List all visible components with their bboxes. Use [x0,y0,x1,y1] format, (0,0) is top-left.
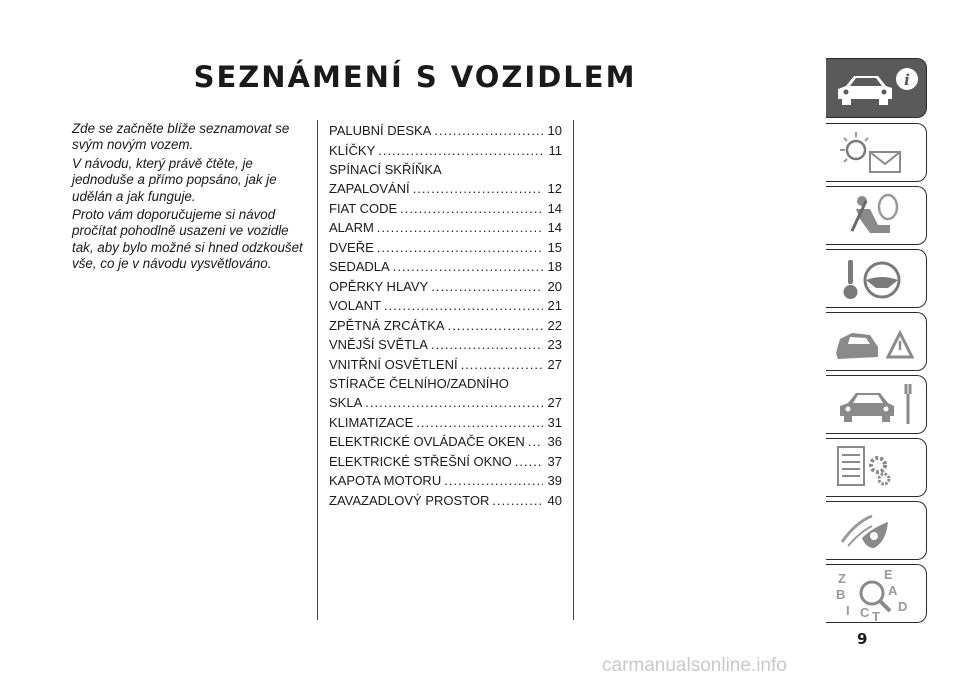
car-breakdown-warning-icon [826,313,926,370]
toc-page-number: 20 [547,278,562,294]
toc-entry[interactable] [329,160,562,198]
toc-entry-label: ZAVAZADLOVÝ PROSTOR [329,492,490,508]
car-info-icon [826,59,926,116]
tab-emergency[interactable] [826,312,927,371]
intro-paragraph: V návodu, který právě čtěte, je jednoduše a přímo popsáno, jak je udělán a jak funguje. [72,155,277,204]
toc-entry-label: PALUBNÍ DESKA [329,123,432,138]
toc-entry-label-line: SPÍNACÍ SKŘÍŇKA [329,162,442,177]
toc-entry[interactable] [329,257,562,276]
toc-entry-label: DVEŘE [329,239,374,255]
toc-entry[interactable] [329,199,562,218]
index-letter: D [898,599,908,614]
key-steering-wheel-icon [826,250,926,307]
intro-paragraph: Zde se začněte blíže seznamovat se svým novým vozem. [72,121,290,153]
toc-page-number: 18 [547,259,562,274]
toc-leader-dots [434,121,543,140]
toc-leader-dots [377,238,543,257]
index-letter: E [884,567,893,582]
tab-starting-driving[interactable] [826,249,927,308]
toc-leader-dots [377,218,543,237]
toc-leader-dots [416,413,543,432]
tab-index[interactable] [826,564,927,623]
toc-entry[interactable] [329,491,562,510]
intro-paragraph: Proto vám doporučujeme si návod pročítat pohodlně usazeni ve vozidle tak, aby bylo možné si hned odzkoušet vše, co je v návodu vysvětlováno. [72,207,303,272]
tab-servicing[interactable] [826,375,927,434]
toc-page-number: 10 [547,123,562,138]
toc-page-number: 23 [547,337,562,352]
toc-leader-dots [413,179,543,198]
toc-leader-dots [378,141,543,160]
toc-page-number: 40 [547,492,562,508]
toc-entry-label: ELEKTRICKÉ OVLÁDAČE OKEN [329,434,525,449]
chapter-tabs [826,58,928,627]
watermark: carmanualsonline.info [602,655,787,676]
toc-entry[interactable] [329,452,562,471]
toc-entry-label: ALARM [329,220,374,235]
toc-entry-label: ZAPALOVÁNÍ [329,181,410,196]
toc-entry[interactable] [329,374,562,412]
warning-lights-message-icon [826,124,926,181]
index-letter: C [860,605,870,620]
index-letter: T [872,609,880,622]
tab-safety[interactable] [826,186,927,245]
toc-entry-label: KLIMATIZACE [329,414,414,430]
toc-entry-label: FIAT CODE [329,200,398,216]
toc-entry[interactable] [329,432,562,451]
toc-page-number: 27 [547,356,562,372]
index-letter: Z [838,571,846,586]
toc-entry[interactable] [329,238,562,257]
toc-entry[interactable] [329,141,562,160]
toc-page-number: 11 [548,142,562,158]
toc-leader-dots [528,432,543,451]
tab-technical-data[interactable] [826,438,927,497]
toc-leader-dots [492,491,543,510]
toc-entry[interactable] [329,121,562,140]
toc-entry-label: ZPĚTNÁ ZRCÁTKA [329,317,445,333]
technical-data-gear-icon [826,439,926,496]
toc-entry[interactable] [329,471,562,490]
toc-leader-dots [400,199,543,218]
toc-entry-label-line: STÍRAČE ČELNÍHO/ZADNÍHO [329,376,509,391]
table-of-contents [329,121,562,510]
intro-text [72,121,304,275]
toc-entry[interactable] [329,413,562,432]
toc-entry[interactable] [329,218,562,237]
toc-leader-dots [448,316,543,335]
seat-airbag-safety-icon [826,187,926,244]
toc-entry-label: SEDADLA [329,259,390,274]
toc-page-number: 14 [547,220,562,235]
toc-leader-dots [444,471,543,490]
toc-entry-label: SKLA [329,395,363,410]
svg-text:i: i [904,71,910,89]
toc-page-number: 12 [547,181,562,196]
toc-page-number: 27 [547,395,562,410]
car-service-wrench-icon [826,376,926,433]
toc-leader-dots [431,277,543,296]
toc-entry[interactable] [329,335,562,354]
toc-page-number: 22 [547,317,562,333]
toc-entry-label: KAPOTA MOTORU [329,473,442,488]
toc-entry-label: VOLANT [329,298,382,313]
multimedia-music-icon [826,502,926,559]
toc-entry[interactable] [329,296,562,315]
tab-getting-to-know-car[interactable] [826,58,927,118]
toc-page-number: 14 [547,200,562,216]
toc-entry-label: VNĚJŠÍ SVĚTLA [329,337,428,352]
index-letter: B [836,587,846,602]
toc-leader-dots [365,393,543,412]
toc-entry-label: ELEKTRICKÉ STŘEŠNÍ OKNO [329,453,512,469]
toc-page-number: 39 [547,473,562,488]
alphabetical-index-search-icon [826,565,926,622]
tab-warning-lights[interactable] [826,123,927,182]
toc-leader-dots [515,452,543,471]
page-number: 9 [857,630,868,648]
toc-entry[interactable] [329,277,562,296]
page-title: SEZNÁMENÍ S VOZIDLEM [193,60,637,94]
toc-entry-label: KLÍČKY [329,142,376,158]
toc-entry-label: OPĚRKY HLAVY [329,278,429,294]
toc-leader-dots [384,296,543,315]
toc-entry[interactable] [329,355,562,374]
toc-page-number: 15 [547,239,562,255]
toc-leader-dots [431,335,543,354]
toc-entry-label: VNITŘNÍ OSVĚTLENÍ [329,356,458,372]
index-letter: I [846,603,850,618]
index-letter: A [888,583,898,598]
toc-page-number: 36 [547,434,562,449]
toc-page-number: 31 [547,414,562,430]
tab-multimedia[interactable] [826,501,927,560]
column-divider [317,120,318,620]
toc-leader-dots [461,355,543,374]
toc-page-number: 37 [547,453,562,469]
toc-page-number: 21 [547,298,562,313]
column-divider [573,120,574,620]
toc-leader-dots [393,257,543,276]
toc-entry[interactable] [329,316,562,335]
